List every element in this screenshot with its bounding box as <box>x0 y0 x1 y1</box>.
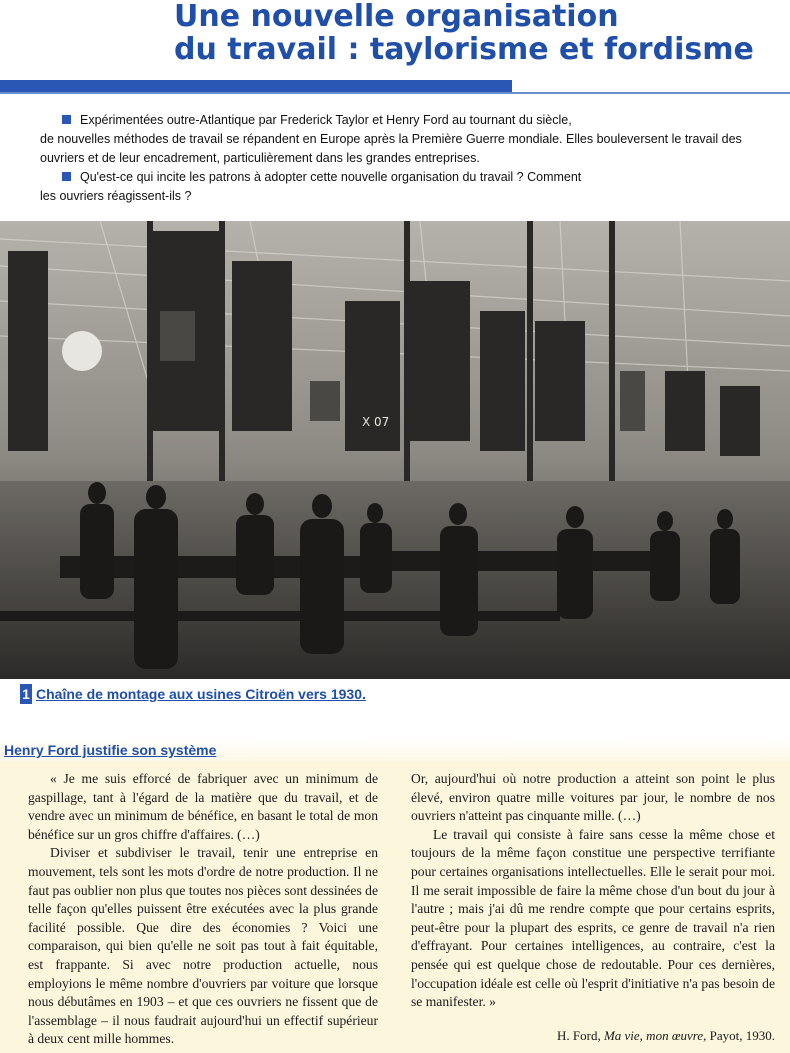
intro-text <box>40 111 760 206</box>
intro-p2-first: Qu'est-ce qui incite les patrons à adopter cette nouvelle organisation du travail ? Comment <box>80 170 582 184</box>
intro-p1-rest: de nouvelles méthodes de travail se répandent en Europe après la Première Guerre mondiale. Elles bouleversent le travail des ouvriers et de leur encadrement, particulièrement dans les grandes entreprises. <box>40 132 742 165</box>
figure-number: 1 <box>20 684 32 704</box>
document-paragraph: Or, aujourd'hui où notre production a atteint son point le plus élevé, environ quatre mille voitures par jour, le nombre de nos ouvriers n'atteint pas cinquante mille. (…) <box>411 771 775 824</box>
intro-paragraph-2 <box>40 168 760 187</box>
document-paragraph: « Je me suis efforcé de fabriquer avec un minimum de gaspillage, tant à l'égard de la matière que du travail, et de vendre avec un minimum de bénéfice, en basant le total de mon bénéfice sur un gros chiffre d'affaires. (…) <box>28 771 378 842</box>
document-source <box>411 1028 775 1044</box>
factory-illustration <box>0 221 790 679</box>
page-title <box>174 0 784 66</box>
source-publisher: , Payot, 1930. <box>703 1028 775 1043</box>
figure-caption <box>20 684 366 704</box>
page-title-line-2: du travail : taylorisme et fordisme <box>174 32 754 67</box>
document-paragraph: Diviser et subdiviser le travail, tenir une entreprise en mouvement, tels sont les mots d'ordre de notre production. Il ne faut pas oublier non plus que toutes nos pièces sont dessinées de telle façon qu'elles puissent être exécutées avec la plus grande facilité possible. Que dire des économies ? Voici une comparaison, qui bien qu'elle ne soit pas tout à fait équitable, est frappante. Si avec notre production actuelle, nous employions le même nombre d'ouvriers par voiture que lorsque nous débutâmes en 1903 – et que ces ouvriers ne fissent que de l'assemblage – il nous faudrait aujourd'hui un effectif supérieur à deux cent mille hommes. <box>28 845 378 1047</box>
figure-caption-text: Chaîne de montage aux usines Citroën vers 1930. <box>36 686 366 702</box>
source-author: H. Ford, <box>557 1028 604 1043</box>
assembly-line-photo <box>0 221 790 679</box>
document-column-right <box>411 770 775 1012</box>
document-paragraph: Le travail qui consiste à faire sans cesse la même chose et toujours de la même façon constitue une perspective terrifiante pour certaines organisations intellectuelles. Elle le serait pour moi. Il me serait impossible de faire la même chose d'un bout du jour à l'autre ; mais j'ai dû me rendre compte que pour certains esprits, peut-être pour la plupart des esprits, ce genre de travail n'a rien d'effrayant. Pour certaines intelligences, au contraire, c'est la pensée qui est quelque chose de redoutable. Pour ces dernières, l'occupation idéale est celle où l'esprit d'initiative n'a pas besoin de se manifester. » <box>411 826 775 1010</box>
bullet-square-icon <box>62 172 71 181</box>
document-column-left <box>28 770 378 1049</box>
document-title: Henry Ford justifie son système <box>4 742 217 758</box>
source-work: Ma vie, mon œuvre <box>603 1028 704 1043</box>
page-title-line-1: Une nouvelle organisation <box>174 0 619 34</box>
intro-paragraph-1 <box>40 111 760 130</box>
bullet-square-icon <box>62 115 71 124</box>
title-divider <box>0 92 790 94</box>
station-label: X 07 <box>362 415 390 429</box>
intro-p2-rest: les ouvriers réagissent-ils ? <box>40 189 192 203</box>
intro-p1-first: Expérimentées outre-Atlantique par Frederick Taylor et Henry Ford au tournant du siècle, <box>80 113 572 127</box>
